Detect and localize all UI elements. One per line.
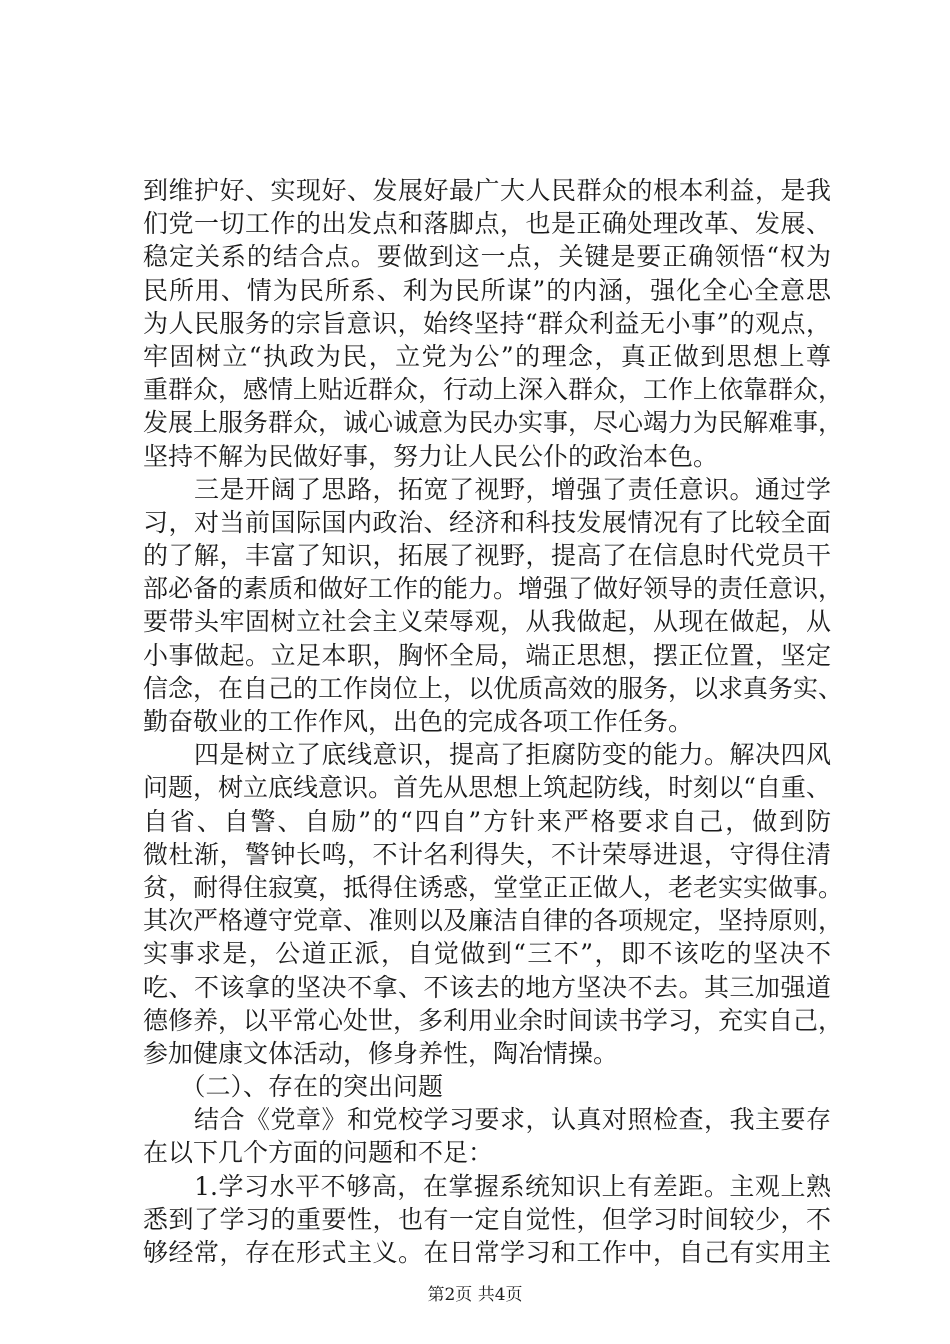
document-body [143, 174, 844, 1269]
text-line: 悉到了学习的重要性，也有一定自觉性，但学习时间较少，不 [143, 1204, 831, 1234]
text-line: 重群众，感情上贴近群众，行动上深入群众，工作上依靠群众， [143, 375, 844, 405]
text-line: 发展上服务群众，诚心诚意为民办实事，尽心竭力为民解难事， [143, 408, 844, 438]
text-line: 实事求是，公道正派，自觉做到“三不”，即不该吃的坚决不 [143, 939, 831, 969]
text-line: 小事做起。立足本职，胸怀全局，端正思想，摆正位置，坚定 [143, 640, 831, 670]
text-line: 参加健康文体活动，修身养性，陶冶情操。 [143, 1038, 619, 1068]
text-line: 自省、自警、自励”的“四自”方针来严格要求自己，做到防 [143, 806, 831, 836]
text-line: 为人民服务的宗旨意识，始终坚持“群众利益无小事”的观点， [143, 308, 831, 338]
text-line: 的了解，丰富了知识，拓展了视野，提高了在信息时代党员干 [143, 541, 831, 571]
text-line: 贫，耐得住寂寞，抵得住诱惑，堂堂正正做人，老老实实做事。 [143, 872, 844, 902]
text-line: 四是树立了底线意识，提高了拒腐防变的能力。解决四风 [143, 740, 831, 770]
text-line: 到维护好、实现好、发展好最广大人民群众的根本利益，是我 [143, 176, 831, 205]
text-line: 习，对当前国际国内政治、经济和科技发展情况有了比较全面 [143, 507, 831, 537]
text-line: 在以下几个方面的问题和不足： [143, 1138, 494, 1168]
text-line: 1.学习水平不够高，在掌握系统知识上有差距。主观上熟 [143, 1171, 831, 1201]
text-line: 坚持不解为民做好事，努力让人民公仆的政治本色。 [143, 441, 719, 471]
text-line: 稳定关系的结合点。要做到这一点，关键是要正确领悟“权为 [143, 242, 831, 272]
text-line: 信念，在自己的工作岗位上，以优质高效的服务，以求真务实、 [143, 673, 844, 703]
text-line: 们党一切工作的出发点和落脚点，也是正确处理改革、发展、 [143, 209, 831, 239]
text-line: 其次严格遵守党章、准则以及廉洁自律的各项规定，坚持原则， [143, 906, 844, 936]
text-line: 吃、不该拿的坚决不拿、不该去的地方坚决不去。其三加强道 [143, 972, 831, 1002]
text-line: 结合《党章》和党校学习要求，认真对照检查，我主要存 [143, 1105, 831, 1135]
text-line: 要带头牢固树立社会主义荣辱观，从我做起，从现在做起，从 [143, 607, 831, 637]
text-line: 三是开阔了思路，拓宽了视野，增强了责任意识。通过学 [143, 474, 831, 504]
text-line: 牢固树立“执政为民，立党为公”的理念，真正做到思想上尊 [143, 341, 831, 371]
text-line: 民所用、情为民所系、利为民所谋”的内涵，强化全心全意思 [143, 275, 831, 305]
text-line: 勤奋敬业的工作作风，出色的完成各项工作任务。 [143, 707, 694, 736]
page-footer: 第2页 共4页 [427, 1285, 523, 1305]
text-line: 问题，树立底线意识。首先从思想上筑起防线，时刻以“自重、 [143, 773, 831, 803]
text-line: 德修养，以平常心处世，多利用业余时间读书学习，充实自己， [143, 1005, 844, 1035]
text-line: 微杜渐，警钟长鸣，不计名利得失，不计荣辱进退，守得住清 [143, 839, 831, 869]
text-line: （二）、存在的突出问题 [143, 1072, 444, 1102]
text-line: 部必备的素质和做好工作的能力。增强了做好领导的责任意识， [143, 574, 844, 604]
text-line: 够经常，存在形式主义。在日常学习和工作中，自己有实用主 [143, 1238, 831, 1267]
